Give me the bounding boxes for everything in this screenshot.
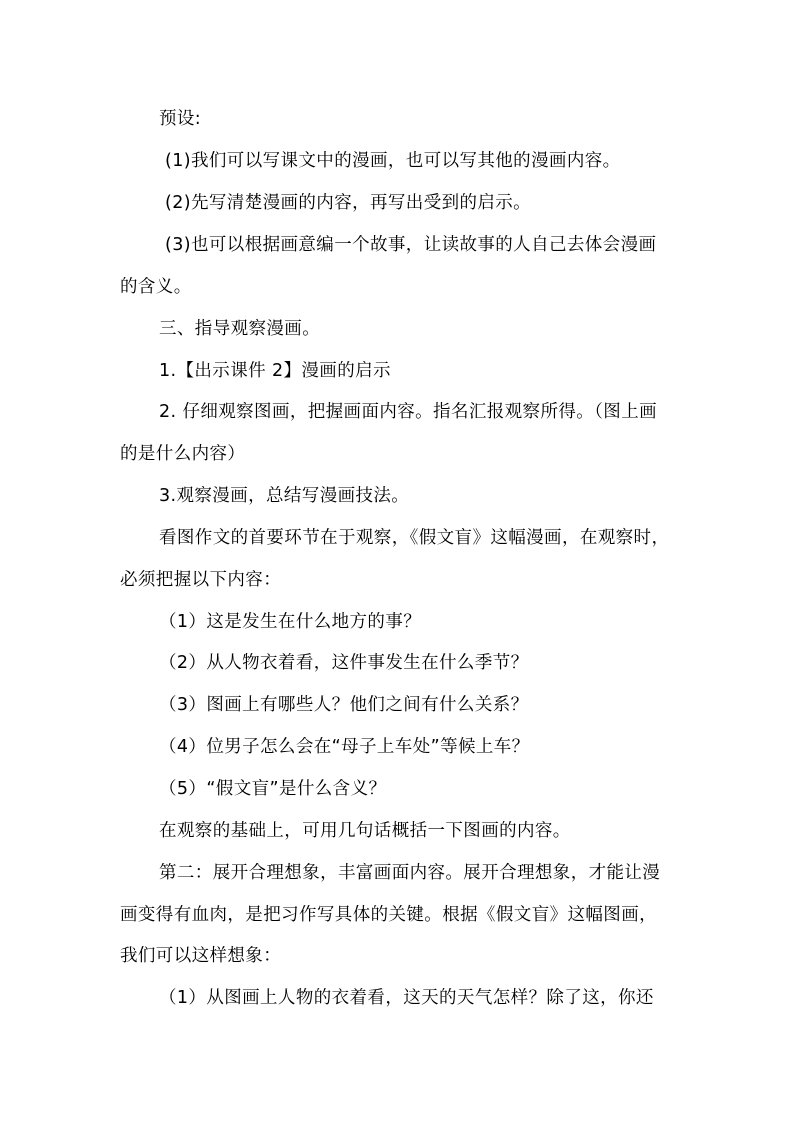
text-line: （5）“假文盲”是什么含义？ bbox=[159, 779, 387, 799]
text-line: 画变得有血肉，是把习作写具体的关键。根据《假文盲》这幅图画， bbox=[120, 905, 657, 925]
text-line: 第二：展开合理想象，丰富画面内容。展开合理想象，才能让漫 bbox=[159, 863, 661, 883]
text-line: 3.观察漫画，总结写漫画技法。 bbox=[159, 486, 410, 506]
text-line: （1）从图画上人物的衣着看，这天的天气怎样？除了这，你还 bbox=[159, 988, 654, 1008]
text-line: 我们可以这样想象： bbox=[120, 946, 282, 966]
text-line: 1.【出示课件 2】漫画的启示 bbox=[159, 361, 391, 381]
text-line: (2)先写清楚漫画的内容，再写出受到的启示。 bbox=[165, 193, 532, 213]
text-line: （1）这是发生在什么地方的事？ bbox=[159, 612, 422, 632]
text-line: 看图作文的首要环节在于观察，《假文盲》这幅漫画，在观察时， bbox=[159, 528, 670, 548]
text-line: 2. 仔细观察图画，把握画面内容。指名汇报观察所得。（图上画 bbox=[159, 402, 658, 422]
text-line: 必须把握以下内容： bbox=[120, 570, 282, 590]
text-line: 三、指导观察漫画。 bbox=[159, 319, 321, 339]
text-line: （2）从人物衣着看，这件事发生在什么季节？ bbox=[159, 653, 529, 673]
text-line: (1)我们可以写课文中的漫画，也可以写其他的漫画内容。 bbox=[165, 151, 621, 171]
text-line: 在观察的基础上，可用几句话概括一下图画的内容。 bbox=[159, 821, 571, 841]
text-line: 的是什么内容） bbox=[120, 444, 246, 464]
text-line: （4）位男子怎么会在“母子上车处”等候上车？ bbox=[159, 737, 530, 757]
text-line: 预设: bbox=[159, 109, 202, 129]
text-line: (3)也可以根据画意编一个故事，让读故事的人自己去体会漫画 bbox=[165, 235, 657, 255]
text-line: （3）图画上有哪些人？他们之间有什么关系？ bbox=[159, 695, 529, 715]
text-line: 的含义。 bbox=[120, 277, 192, 297]
